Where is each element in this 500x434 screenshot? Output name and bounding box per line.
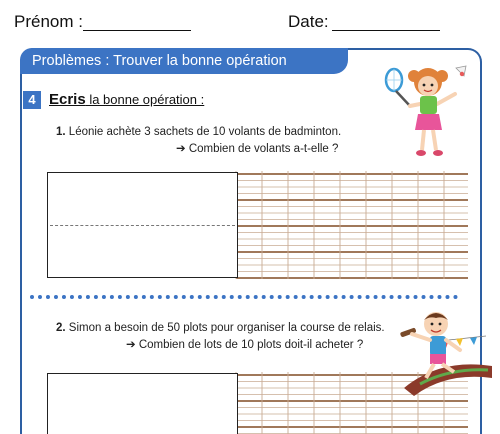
relay-runner-illustration: [400, 306, 496, 396]
prenom-answer-line[interactable]: [83, 30, 191, 31]
answer-box-2[interactable]: [47, 373, 238, 434]
badminton-girl-illustration: [380, 64, 470, 160]
prenom-label: Prénom :: [14, 12, 83, 31]
problem-2-statement: [56, 322, 385, 334]
section-separator: [30, 295, 458, 299]
date-answer-line[interactable]: [332, 30, 440, 31]
problem-2-text: Simon a besoin de 50 plots pour organiser la course de relais.: [68, 322, 385, 334]
exercise-number: 4: [23, 91, 41, 109]
page-title: Problèmes : Trouver la bonne opération: [32, 53, 287, 69]
problem-1-question: ➔ Combien de volants a-t-elle ?: [176, 143, 339, 155]
problem-2-number: 2.: [56, 322, 66, 334]
answer-box-1-midline: [50, 225, 235, 226]
problem-1-statement: [56, 126, 341, 138]
problem-2-question: ➔ Combien de lots de 10 plots doit-il acheter ?: [126, 339, 364, 351]
instruction-text: la bonne opération :: [85, 92, 205, 107]
instruction: [49, 91, 204, 108]
problem-1-text: Léonie achète 3 sachets de 10 volants de badminton.: [68, 126, 342, 138]
instruction-keyword: Ecris: [49, 91, 86, 108]
answer-grid-1[interactable]: [236, 171, 468, 279]
problem-1-number: 1.: [56, 126, 66, 138]
date-label: Date:: [288, 12, 329, 31]
